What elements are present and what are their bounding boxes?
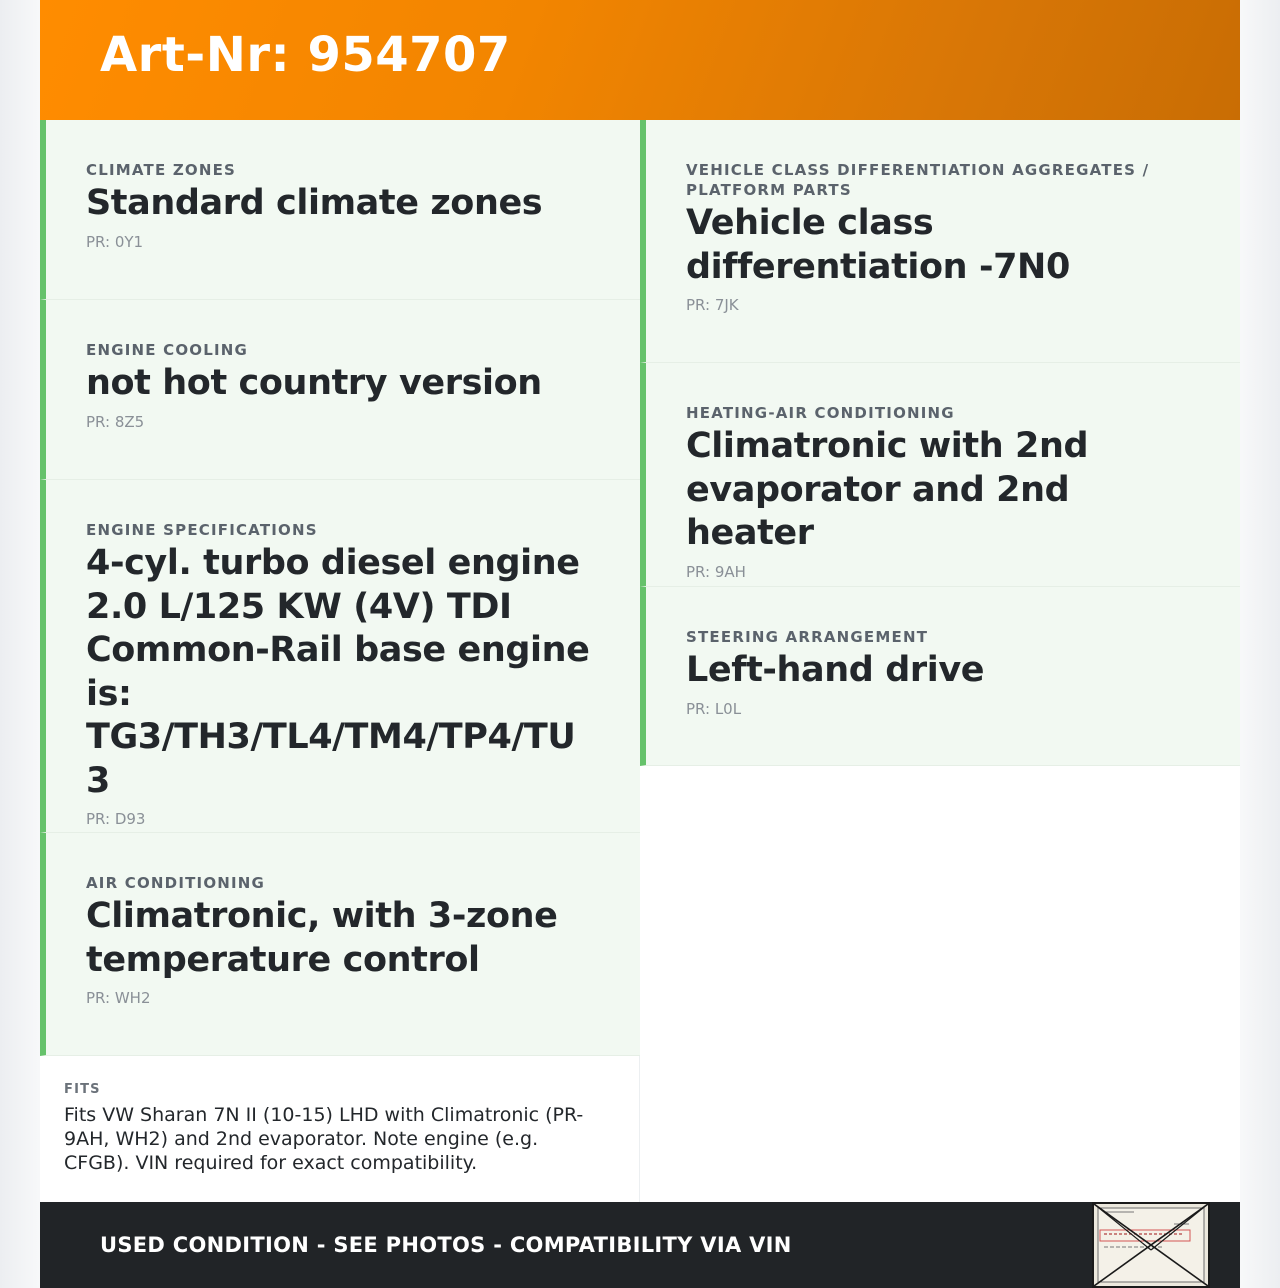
spec-card-vehicle-class (640, 120, 1240, 363)
left-column (40, 120, 640, 1056)
spec-value: Left-hand drive (686, 650, 985, 690)
pr-code: PR: 7JK (686, 296, 739, 314)
spec-label: ENGINE COOLING (86, 341, 249, 359)
spec-value: Standard climate zones (86, 183, 543, 223)
spec-value: Climatronic with 2nd evaporator and 2nd heater (686, 426, 1089, 553)
spec-card-climate-zones (40, 120, 640, 300)
spec-label: VEHICLE CLASS DIFFERENTIATION AGGREGATES / PLATFORM PARTS (686, 161, 1150, 199)
spec-card-engine-specifications (40, 480, 640, 833)
pr-code: PR: WH2 (86, 989, 151, 1007)
spec-value: Vehicle class differentiation -7N0 (686, 203, 1070, 287)
spec-value: not hot country version (86, 363, 542, 403)
pr-code: PR: 0Y1 (86, 232, 144, 251)
right-column (640, 120, 1240, 766)
part-sheet (40, 0, 1240, 1288)
spec-label: ENGINE SPECIFICATIONS (86, 521, 318, 539)
condition-note: USED CONDITION - SEE PHOTOS - COMPATIBILITY VIA VIN (100, 1233, 792, 1257)
fits-section (40, 1056, 640, 1202)
spec-card-air-conditioning (40, 833, 640, 1056)
spec-label: HEATING-AIR CONDITIONING (686, 404, 955, 422)
envelope-label-photo-icon (1094, 1204, 1208, 1286)
footer-bar (40, 1202, 1240, 1288)
article-number-title: Art-Nr: 954707 (100, 27, 511, 83)
fits-label: FITS (64, 1082, 101, 1097)
spec-card-heating-air-conditioning (640, 363, 1240, 587)
spec-value: Climatronic, with 3-zone temperature control (86, 896, 558, 980)
spec-label: STEERING ARRANGEMENT (686, 628, 929, 646)
pr-code: PR: 8Z5 (86, 412, 145, 431)
spec-value: 4-cyl. turbo diesel engine 2.0 L/125 KW (4V) TDI Common-Rail base engine is: TG3/TH3/TL4/TM4/TP4/TU 3 (86, 543, 590, 801)
spec-label: AIR CONDITIONING (86, 874, 266, 892)
pr-code: PR: D93 (86, 810, 146, 828)
header-bar (40, 0, 1240, 120)
spec-card-steering-arrangement (640, 587, 1240, 766)
pr-code: PR: L0L (686, 699, 742, 718)
label-photo-thumbnail[interactable] (1092, 1202, 1210, 1288)
fits-text: Fits VW Sharan 7N II (10-15) LHD with Climatronic (PR-9AH, WH2) and 2nd evaporator. Note engine (e.g. CFGB). VIN required for exact compatibility. (64, 1104, 584, 1174)
spec-card-engine-cooling (40, 300, 640, 480)
spec-label: CLIMATE ZONES (86, 161, 237, 179)
pr-code: PR: 9AH (686, 562, 746, 581)
